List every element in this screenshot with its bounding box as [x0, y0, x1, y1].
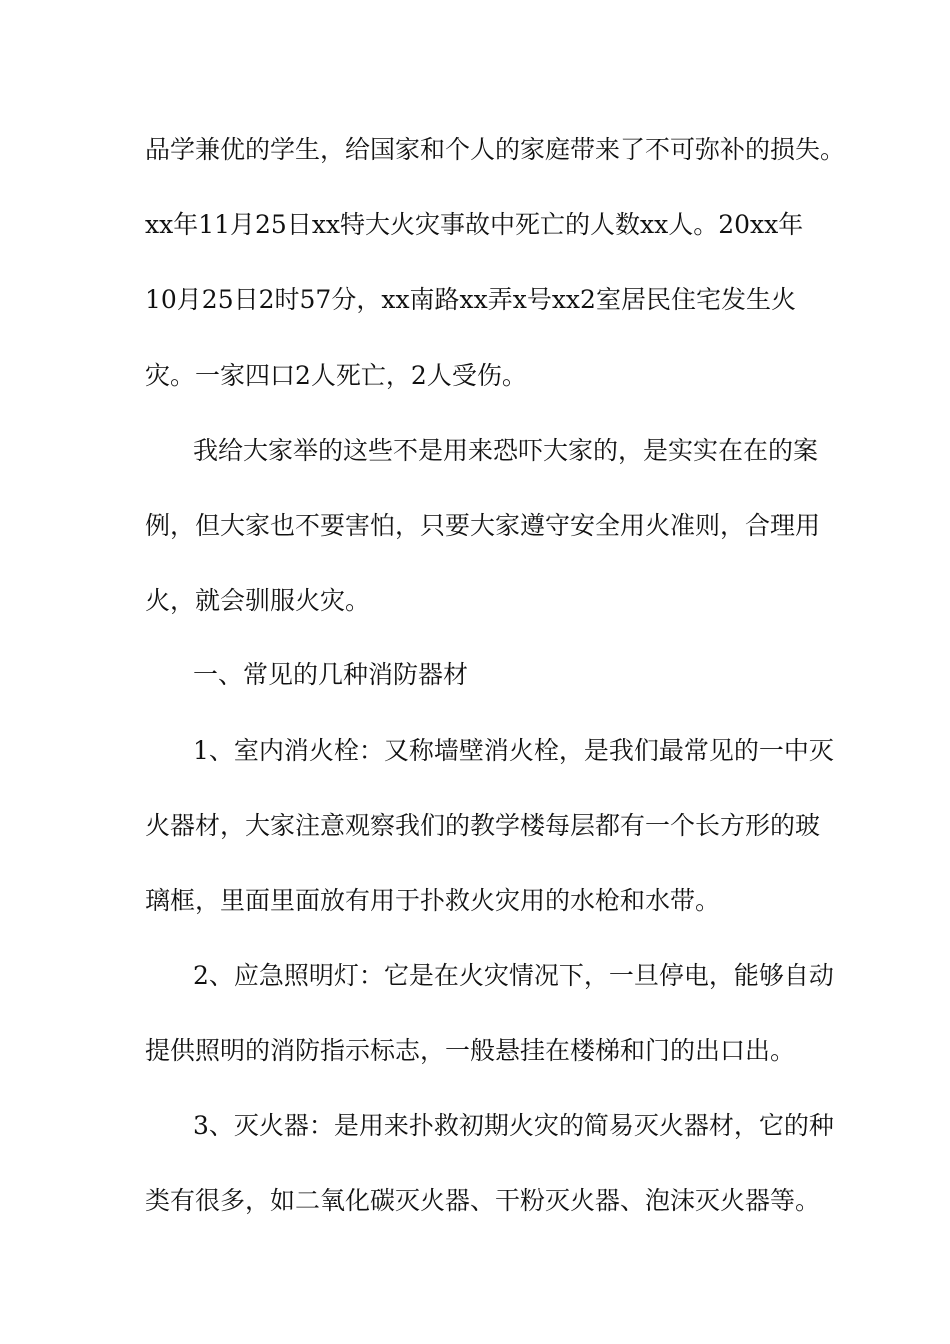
- text-line: 10月25日2时57分，xx南路xx弄x号xx2室居民住宅发生火: [145, 285, 796, 314]
- paragraph-first-line: 我给大家举的这些不是用来恐吓大家的，是实实在在的案: [193, 436, 819, 465]
- text-line: 火器材，大家注意观察我们的教学楼每层都有一个长方形的玻: [145, 811, 821, 840]
- text-line: 类有很多，如二氧化碳灭火器、干粉灭火器、泡沫灭火器等。: [145, 1186, 821, 1215]
- text-line: 提供照明的消防指示标志，一般悬挂在楼梯和门的出口出。: [145, 1036, 796, 1065]
- text-line: 例，但大家也不要害怕，只要大家遵守安全用火准则，合理用: [145, 511, 821, 540]
- text-line: 品学兼优的学生，给国家和个人的家庭带来了不可弥补的损失。: [145, 135, 846, 164]
- section-heading: 一、常见的几种消防器材: [193, 660, 469, 689]
- text-line: 火，就会驯服火灾。: [145, 586, 371, 615]
- paragraph-first-line: 3、灭火器：是用来扑救初期火灾的简易灭火器材，它的种: [193, 1111, 834, 1140]
- text-line: 灾。一家四口2人死亡，2人受伤。: [145, 361, 527, 390]
- paragraph-first-line: 2、应急照明灯：它是在火灾情况下，一旦停电，能够自动: [193, 961, 834, 990]
- paragraph-first-line: 1、室内消火栓：又称墙壁消火栓，是我们最常见的一中灭: [193, 736, 834, 765]
- text-line: 璃框，里面里面放有用于扑救火灾用的水枪和水带。: [145, 886, 721, 915]
- text-line: xx年11月25日xx特大火灾事故中死亡的人数xx人。20xx年: [145, 210, 804, 239]
